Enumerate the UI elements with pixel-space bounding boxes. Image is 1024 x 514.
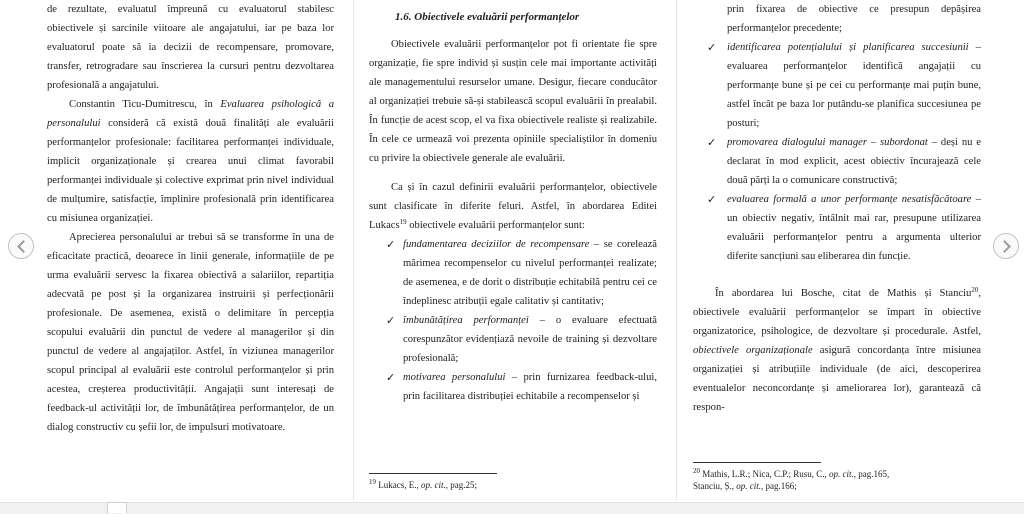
footnote bbox=[369, 479, 477, 491]
text-run: , pag.165, bbox=[853, 469, 890, 479]
text-run: Lukacs, E., bbox=[376, 480, 421, 490]
paragraph: de rezultate, evaluatul împreună cu evaluatorul stabilesc obiectivele și sarcinile viitoare ale angajatului, iar pe baza lor evaluatorul poate să ia decizii de recompensare, promovare, transfer, retrogradare sau înscrierea la cursuri pentru dezvoltarea profesională a angajatului. bbox=[47, 4, 334, 91]
text-run: Ca și în cazul definirii evaluării performanțelor, obiectivele sunt clasificate în diferite feluri. Astfel, în abordarea Editei Lukacs bbox=[369, 182, 657, 231]
list-term: îmbunătățirea performanței bbox=[403, 315, 529, 326]
text-run: În abordarea lui Bosche, citat de Mathis și Stanciu bbox=[715, 288, 972, 299]
checkmark-icon: ✓ bbox=[386, 238, 396, 251]
list-item bbox=[369, 311, 657, 368]
text-run: Stanciu, Ș., bbox=[693, 481, 737, 491]
list-item bbox=[693, 190, 981, 266]
footnote-number: 20 bbox=[693, 467, 700, 475]
text-run: Constantin Ticu-Dumitrescu, în bbox=[69, 99, 221, 110]
footnote-line bbox=[693, 468, 889, 480]
previous-page-button[interactable] bbox=[8, 233, 34, 259]
list-item bbox=[369, 368, 657, 406]
footnote-ref: 19 bbox=[399, 218, 407, 226]
paragraph bbox=[369, 178, 657, 235]
paragraph: prin fixarea de obiective ce presupun depășirea performanțelor precedente; bbox=[727, 4, 981, 34]
text-run: consideră că există două finalități ale evaluării performanțelor profesionale: facilitarea performanței individuale, implicit organizaționale și crearea unui climat favorabil performanței individuale și colective exprimat prin nivel individual de mulțumire, satisfacție, împlinire profesională prin identificarea cu misiunea organizației. bbox=[47, 118, 334, 224]
chevron-left-icon bbox=[17, 240, 30, 253]
list-term: motivarea personalului bbox=[403, 372, 506, 383]
footnote-number: 19 bbox=[369, 478, 376, 486]
objectives-list bbox=[369, 235, 657, 406]
list-term: evaluarea formală a unor performanțe nesatisfăcătoare bbox=[727, 194, 972, 205]
footnote bbox=[693, 468, 889, 492]
text-run: op. cit. bbox=[421, 480, 446, 490]
text-run: obiectivele organizaționale bbox=[693, 345, 813, 356]
next-page-button[interactable] bbox=[993, 233, 1019, 259]
chevron-right-icon bbox=[998, 240, 1011, 253]
list-text: – o evaluare efectuată corespunzător evidențiază nevoile de training și dezvoltare profesională; bbox=[403, 315, 657, 364]
footnote-ref: 20 bbox=[971, 286, 979, 294]
list-item bbox=[693, 133, 981, 190]
text-run: op. cit. bbox=[829, 469, 854, 479]
text-run: , pag.25; bbox=[445, 480, 477, 490]
list-text: – se corelează mărimea recompenselor cu nivelul performanței realizate; de asemenea, e de dorit o distribuție echitabilă pentru cei ce îndeplinesc atribuții egale calitativ și cantitativ; bbox=[403, 239, 657, 307]
footnote-line bbox=[693, 480, 889, 492]
checkmark-icon: ✓ bbox=[386, 314, 396, 327]
document-page-3 bbox=[693, 0, 981, 500]
text-run: Mathis, L.R.; Nica, C.P.; Rusu, C., bbox=[700, 469, 830, 479]
list-term: promovarea dialogului manager – subordonat bbox=[727, 137, 928, 148]
footnote-rule bbox=[369, 473, 497, 474]
list-item bbox=[693, 38, 981, 133]
checkmark-icon: ✓ bbox=[386, 371, 396, 384]
book-title: Evaluarea psihologică a personalului bbox=[47, 99, 334, 129]
bottom-scrollbar[interactable] bbox=[0, 502, 1024, 514]
section-heading: 1.6. Obiectivele evaluării performanțelor bbox=[395, 11, 580, 23]
list-text: – evaluarea performanțelor identifică angajații cu performanțe bune și pe cei cu performanțe mai puțin bune, astfel încât pe baza lor putându-se planifica succesiunea pe posturi; bbox=[727, 42, 981, 129]
list-text: – un obiectiv negativ, întâlnit mai rar, presupune utilizarea evaluării performanțelor pentru a argumenta ulterior diferite sancțiuni sau eliberarea din funcție. bbox=[727, 194, 981, 262]
text-run: obiectivele evaluării performanțelor sunt: bbox=[406, 220, 585, 231]
page-divider bbox=[353, 0, 354, 500]
list-text: – prin furnizarea feedback-ului, prin facilitarea distribuției echitabile a recompenselor și bbox=[403, 372, 657, 402]
text-run: op. cit. bbox=[736, 481, 762, 491]
checkmark-icon: ✓ bbox=[707, 193, 717, 206]
paragraph: Obiectivele evaluării performanțelor pot fi orientate fie spre organizație, fie spre individ și susțin cele mai importante activități ale managementului resurselor umane. Desigur, fiecare conducător al organizației trebuie să-și stabilească scopul evaluării în prealabil. În funcție de acest scop, el va fixa obiectivele realiste și realizabile. În cele ce urmează voi prezenta opiniile specialiștilor în domeniu cu privire la obiectivele generale ale evaluării. bbox=[369, 39, 657, 164]
list-term: fundamentarea deciziilor de recompensare bbox=[403, 239, 590, 250]
checkmark-icon: ✓ bbox=[707, 136, 717, 149]
paragraph bbox=[47, 95, 334, 228]
text-run: asigură concordanța între misiunea organizației și atribuțiile individuale (de aici, descoperirea eventualelor neconcordanțe și ameliorarea lor), garantează că respon- bbox=[693, 345, 982, 413]
scrollbar-thumb[interactable] bbox=[107, 502, 127, 513]
list-term: identificarea potențialului și planificarea succesiunii bbox=[727, 42, 969, 53]
paragraph bbox=[693, 284, 981, 417]
text-run: , obiectivele evaluării performanțelor se împart în obiective organizatorice, psihologice, de dezvoltare și procedurale. Astfel, bbox=[693, 288, 981, 337]
text-run: , pag.166; bbox=[761, 481, 797, 491]
checkmark-icon: ✓ bbox=[707, 41, 717, 54]
footnote-rule bbox=[693, 462, 821, 463]
page-divider bbox=[676, 0, 677, 500]
list-item bbox=[369, 235, 657, 311]
document-page-1 bbox=[47, 0, 334, 500]
objectives-list bbox=[693, 38, 981, 266]
document-page-2 bbox=[369, 0, 657, 500]
list-text: – deși nu e declarat în mod explicit, acest obiectiv încurajează cele două părți la o comunicare constructivă; bbox=[727, 137, 981, 186]
paragraph: Aprecierea personalului ar trebui să se transforme în una de eficacitate practică, deoarece în linii generale, informațiile de pe urma evaluării servesc la fixarea obiectivă a salariilor, repartiția adecvată pe post și la organizarea instruirii și perfecționării profesionale. De asemenea, există o delimitare în percepția scopului evaluării din punctul de vedere al managerilor și din punctul de vedere al angajaților. Astfel, în viziunea managerilor scopul principal al evaluării este controlul performanțelor și prin acestea, creșterea productivității. Angajații sunt interesați de feedback-ul activității lor, de îmbunătățirea performanțelor, de un dialog constructiv cu șefii lor, de impulsuri motivatoare. bbox=[47, 232, 334, 433]
